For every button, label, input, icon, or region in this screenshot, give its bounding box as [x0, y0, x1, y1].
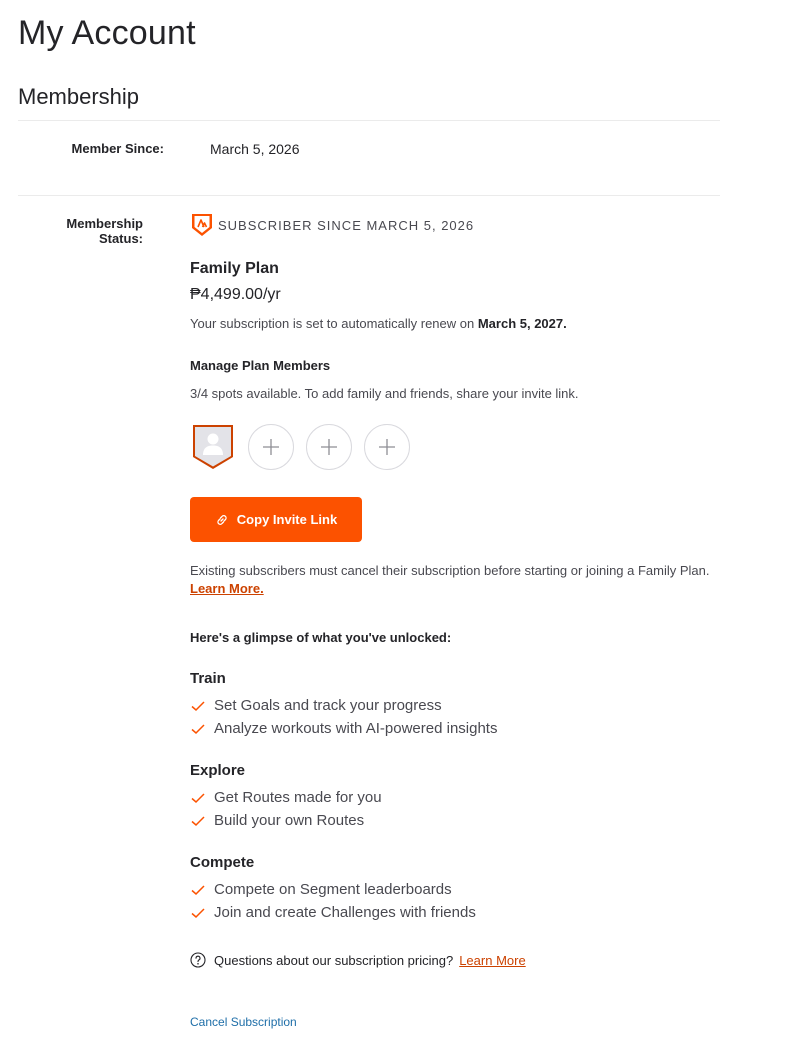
checkmark-icon: [190, 813, 206, 829]
add-member-button[interactable]: [306, 424, 352, 470]
checkmark-icon: [190, 905, 206, 921]
feature-item: Compete on Segment leaderboards: [190, 878, 476, 901]
feature-group-compete: [190, 854, 476, 924]
renewal-date: March 5, 2027.: [477, 316, 567, 331]
member-since-label: Member Since:: [71, 141, 164, 156]
subscriber-shield-icon: [190, 212, 214, 238]
feature-group-title: Compete: [190, 854, 255, 871]
feature-group-title: Explore: [190, 762, 246, 779]
plus-icon: [320, 438, 338, 456]
pricing-question-text: Questions about our subscription pricing?: [214, 952, 454, 968]
feature-group-explore: [190, 762, 382, 832]
feature-item: Get Routes made for you: [190, 786, 382, 809]
copy-invite-link-label: Copy Invite Link: [236, 512, 338, 527]
manage-plan-members-title: Manage Plan Members: [190, 358, 331, 373]
member-since-value: March 5, 2026: [210, 141, 300, 157]
divider: [18, 195, 720, 196]
pricing-question-row: [190, 952, 526, 968]
checkmark-icon: [190, 790, 206, 806]
page-title: My Account: [18, 14, 196, 52]
spots-available-text: 3/4 spots available. To add family and friends, share your invite link.: [190, 386, 579, 401]
existing-subscribers-notice: Existing subscribers must cancel their subscription before starting or joining a Family Plan. Learn More.: [190, 563, 710, 596]
learn-more-link[interactable]: Learn More.: [190, 581, 264, 596]
subscriber-badge-row: [190, 212, 474, 238]
pricing-learn-more-link[interactable]: Learn More: [459, 952, 526, 968]
copy-invite-link-button[interactable]: [190, 497, 362, 542]
add-member-button[interactable]: [248, 424, 294, 470]
feature-group-title: Train: [190, 670, 226, 687]
feature-item: Set Goals and track your progress: [190, 694, 497, 717]
renewal-text: Your subscription is set to automatically renew on March 5, 2027.: [190, 316, 567, 331]
divider: [18, 120, 720, 121]
unlocked-title: Here's a glimpse of what you've unlocked:: [190, 630, 452, 645]
feature-item: Join and create Challenges with friends: [190, 901, 476, 924]
feature-item: Build your own Routes: [190, 809, 382, 832]
link-icon: [215, 513, 229, 527]
checkmark-icon: [190, 882, 206, 898]
membership-status-label: Membership Status:: [66, 216, 143, 246]
plan-name: Family Plan: [190, 260, 279, 277]
plan-members-list: [190, 423, 422, 471]
plus-icon: [262, 438, 280, 456]
checkmark-icon: [190, 698, 206, 714]
checkmark-icon: [190, 721, 206, 737]
subscriber-since-text: SUBSCRIBER SINCE MARCH 5, 2026: [218, 217, 475, 233]
add-member-button[interactable]: [364, 424, 410, 470]
cancel-subscription-link[interactable]: Cancel Subscription: [190, 1015, 297, 1029]
member-avatar-icon[interactable]: [190, 423, 236, 471]
question-circle-icon: [190, 952, 206, 968]
section-title-membership: Membership: [18, 84, 140, 109]
plan-price: ₱4,499.00/yr: [190, 286, 281, 303]
feature-group-train: [190, 670, 497, 740]
feature-item: Analyze workouts with AI-powered insights: [190, 717, 497, 740]
plus-icon: [378, 438, 396, 456]
